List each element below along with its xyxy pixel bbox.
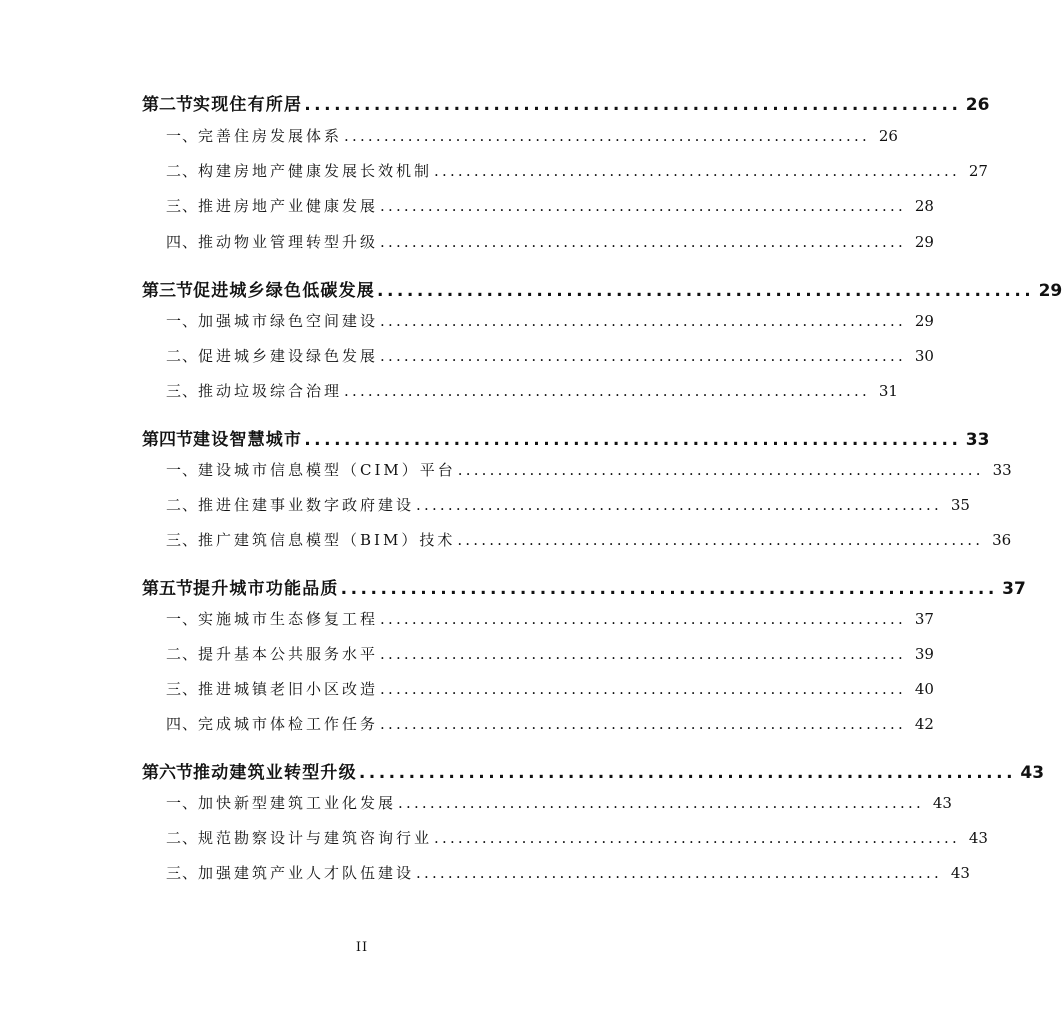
toc-item-row[interactable] bbox=[166, 195, 934, 216]
page-number: 43 bbox=[1020, 763, 1045, 783]
section-label: 第六节 bbox=[142, 763, 193, 783]
item-title: 推进住建事业数字政府建设 bbox=[198, 496, 415, 514]
item-number: 一、 bbox=[166, 461, 199, 479]
toc-item-row[interactable] bbox=[166, 310, 934, 331]
dot-leader: .................................................................. bbox=[380, 347, 906, 365]
dot-leader: .................................................................. bbox=[434, 829, 960, 847]
section-title: 提升城市功能品质 bbox=[193, 579, 339, 599]
page-number: 33 bbox=[965, 430, 990, 450]
item-number: 一、 bbox=[166, 794, 199, 812]
item-title: 构建房地产健康发展长效机制 bbox=[198, 162, 433, 180]
item-title: 推进房地产业健康发展 bbox=[198, 197, 379, 215]
dot-leader: .................................................................. bbox=[416, 496, 942, 514]
toc-section-row[interactable] bbox=[142, 574, 1026, 599]
section-title: 实现住有所居 bbox=[193, 95, 303, 115]
page-number: 43 bbox=[932, 794, 952, 812]
toc-section-row[interactable] bbox=[142, 425, 990, 450]
item-title: 建设城市信息模型（CIM）平台 bbox=[198, 461, 456, 479]
toc-item-row[interactable] bbox=[166, 380, 898, 401]
toc-section-row[interactable] bbox=[142, 758, 1045, 783]
item-number: 二、 bbox=[166, 829, 199, 847]
dot-leader: .................................................................. bbox=[457, 461, 984, 479]
page-number: 33 bbox=[992, 461, 1012, 479]
toc-item-row[interactable] bbox=[166, 643, 934, 664]
section-title: 建设智慧城市 bbox=[193, 430, 303, 450]
item-number: 四、 bbox=[166, 715, 199, 733]
dot-leader: .................................................................. bbox=[344, 127, 870, 145]
item-title: 推动垃圾综合治理 bbox=[198, 382, 343, 400]
page-number: 29 bbox=[914, 233, 934, 251]
section-label: 第三节 bbox=[142, 281, 193, 301]
toc-item-row[interactable] bbox=[166, 231, 934, 252]
page-number: 26 bbox=[878, 127, 898, 145]
item-title: 规范勘察设计与建筑咨询行业 bbox=[198, 829, 433, 847]
section-label: 第二节 bbox=[142, 95, 193, 115]
item-title: 推进城镇老旧小区改造 bbox=[198, 680, 379, 698]
dot-leader: .................................................................. bbox=[416, 864, 942, 882]
dot-leader: .................................................................. bbox=[380, 680, 906, 698]
dot-leader: .................................................................. bbox=[380, 233, 906, 251]
item-title: 加快新型建筑工业化发展 bbox=[198, 794, 397, 812]
item-title: 完成城市体检工作任务 bbox=[198, 715, 379, 733]
dot-leader: .................................................................. bbox=[304, 95, 962, 115]
section-title: 推动建筑业转型升级 bbox=[193, 763, 357, 783]
item-number: 三、 bbox=[166, 864, 199, 882]
page-number: 43 bbox=[950, 864, 970, 882]
item-title: 推动物业管理转型升级 bbox=[198, 233, 379, 251]
section-title: 促进城乡绿色低碳发展 bbox=[193, 281, 375, 301]
toc-item-row[interactable] bbox=[166, 345, 934, 366]
page-number: 29 bbox=[1038, 281, 1062, 301]
dot-leader: .................................................................. bbox=[398, 794, 924, 812]
item-number: 四、 bbox=[166, 233, 199, 251]
toc-item-row[interactable] bbox=[166, 827, 988, 848]
item-title: 完善住房发展体系 bbox=[198, 127, 343, 145]
page-number: 28 bbox=[914, 197, 934, 215]
item-title: 推广建筑信息模型（BIM）技术 bbox=[198, 531, 456, 549]
item-number: 二、 bbox=[166, 645, 199, 663]
dot-leader: .................................................................. bbox=[380, 312, 906, 330]
toc-item-row[interactable] bbox=[166, 608, 934, 629]
toc-item-row[interactable] bbox=[166, 713, 934, 734]
dot-leader: .................................................................. bbox=[380, 197, 906, 215]
page-number: 39 bbox=[914, 645, 934, 663]
item-title: 加强城市绿色空间建设 bbox=[198, 312, 379, 330]
item-number: 三、 bbox=[166, 680, 199, 698]
dot-leader: .................................................................. bbox=[340, 579, 998, 599]
toc-item-row[interactable] bbox=[166, 792, 952, 813]
page-number: 37 bbox=[914, 610, 934, 628]
page-number: 31 bbox=[878, 382, 898, 400]
item-number: 一、 bbox=[166, 127, 199, 145]
item-number: 一、 bbox=[166, 312, 199, 330]
page-number: 26 bbox=[965, 95, 990, 115]
item-title: 促进城乡建设绿色发展 bbox=[198, 347, 379, 365]
item-title: 实施城市生态修复工程 bbox=[198, 610, 379, 628]
dot-leader: .................................................................. bbox=[358, 763, 1017, 783]
section-label: 第四节 bbox=[142, 430, 193, 450]
item-number: 三、 bbox=[166, 531, 199, 549]
dot-leader: .................................................................. bbox=[377, 281, 1035, 301]
footer-page-number: II bbox=[355, 940, 369, 955]
page-number: 42 bbox=[914, 715, 934, 733]
toc-section-row[interactable] bbox=[142, 90, 990, 115]
toc-item-row[interactable] bbox=[166, 678, 934, 699]
toc-item-row[interactable] bbox=[166, 529, 1012, 550]
page-number: 30 bbox=[914, 347, 934, 365]
page-number: 40 bbox=[914, 680, 934, 698]
page-number: 36 bbox=[992, 531, 1012, 549]
toc-item-row[interactable] bbox=[166, 160, 988, 181]
dot-leader: .................................................................. bbox=[380, 645, 906, 663]
item-number: 二、 bbox=[166, 347, 199, 365]
page-number: 35 bbox=[950, 496, 970, 514]
toc-item-row[interactable] bbox=[166, 125, 898, 146]
page-number: 43 bbox=[968, 829, 988, 847]
dot-leader: .................................................................. bbox=[434, 162, 960, 180]
dot-leader: .................................................................. bbox=[380, 715, 906, 733]
dot-leader: .................................................................. bbox=[380, 610, 906, 628]
item-title: 提升基本公共服务水平 bbox=[198, 645, 379, 663]
item-title: 加强建筑产业人才队伍建设 bbox=[198, 864, 415, 882]
page-number: 37 bbox=[1002, 579, 1026, 599]
toc-section-row[interactable] bbox=[142, 276, 1062, 301]
dot-leader: .................................................................. bbox=[344, 382, 870, 400]
item-number: 三、 bbox=[166, 197, 199, 215]
dot-leader: .................................................................. bbox=[304, 430, 962, 450]
section-label: 第五节 bbox=[142, 579, 193, 599]
item-number: 二、 bbox=[166, 496, 199, 514]
toc-item-row[interactable] bbox=[166, 862, 970, 883]
page-number: 29 bbox=[914, 312, 934, 330]
item-number: 三、 bbox=[166, 382, 199, 400]
page-number: 27 bbox=[968, 162, 988, 180]
dot-leader: .................................................................. bbox=[457, 531, 984, 549]
item-number: 一、 bbox=[166, 610, 199, 628]
item-number: 二、 bbox=[166, 162, 199, 180]
toc-item-row[interactable] bbox=[166, 459, 1012, 480]
toc-item-row[interactable] bbox=[166, 494, 970, 515]
